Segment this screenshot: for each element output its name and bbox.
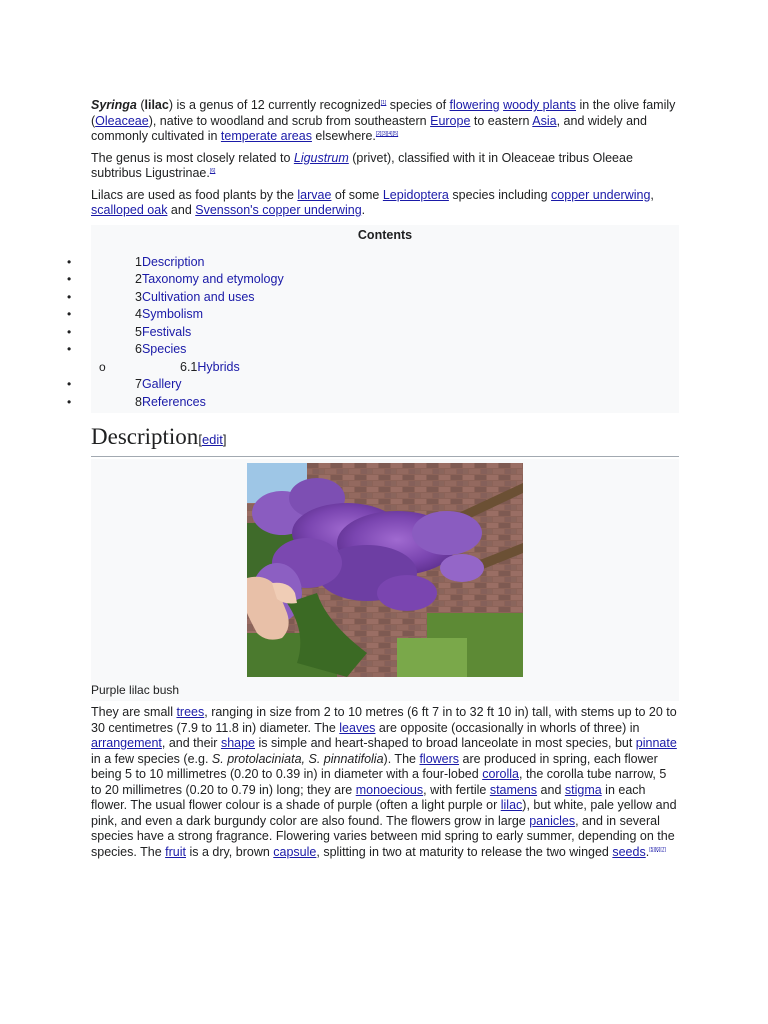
link-svenssons-copper-underwing[interactable]: Svensson's copper underwing: [195, 203, 362, 217]
link-lilac[interactable]: lilac: [500, 798, 523, 812]
citation: [376, 131, 398, 137]
text: .: [645, 844, 650, 859]
article-content: [67, 98, 679, 866]
description-paragraph: [91, 705, 679, 860]
edit-link[interactable]: edit: [201, 432, 223, 447]
link-capsule[interactable]: capsule: [273, 844, 317, 859]
bullet-icon: •: [67, 254, 72, 269]
table-of-contents: [67, 225, 679, 414]
toc-item-species[interactable]: [67, 341, 679, 359]
figure-thumbnail: [91, 459, 679, 701]
toc-link[interactable]: References: [141, 394, 206, 409]
bullet-icon: •: [67, 307, 72, 321]
link-arrangement[interactable]: arrangement: [91, 736, 162, 750]
text: is simple and heart-shaped to broad lanceolate in most species, but: [255, 736, 636, 750]
toc-item-taxonomy[interactable]: [67, 271, 679, 289]
text: and: [167, 203, 196, 217]
link-fruit[interactable]: fruit: [165, 844, 186, 859]
text: of some: [331, 187, 383, 202]
toc-link[interactable]: Cultivation and uses: [141, 289, 255, 304]
edit-section: [198, 432, 226, 447]
toc-number: 8: [135, 394, 142, 409]
toc-item-description[interactable]: [67, 254, 679, 272]
link-larvae[interactable]: larvae: [297, 187, 332, 202]
text: Lilacs are used as food plants by the: [91, 187, 298, 202]
link-shape[interactable]: shape: [220, 736, 256, 750]
toc-item-cultivation[interactable]: [67, 289, 679, 307]
toc-link[interactable]: Hybrids: [197, 359, 240, 374]
citation: [210, 168, 216, 174]
bullet-icon: •: [67, 272, 72, 286]
link-monoecious[interactable]: monoecious: [355, 782, 424, 797]
text: .: [361, 203, 366, 217]
text: ) is a genus of 12 currently recognized: [168, 98, 381, 112]
text: in each flower. The usual flower colour is a shade of purple (often a light purple or: [91, 782, 646, 812]
link-stamens[interactable]: stamens: [489, 782, 538, 797]
bracket: [: [198, 432, 202, 447]
toc-item-festivals[interactable]: [67, 324, 679, 342]
citation: [649, 846, 666, 852]
link-leaves[interactable]: leaves: [339, 720, 376, 735]
toc-item-references[interactable]: [67, 394, 679, 412]
text: , splitting in two at maturity to release the two winged: [316, 844, 613, 859]
text: ,: [650, 187, 654, 202]
link-ligustrum[interactable]: Ligustrum: [293, 150, 349, 165]
circle-bullet-icon: o: [99, 359, 106, 374]
toc-link[interactable]: Festivals: [141, 324, 192, 339]
bullet-icon: •: [67, 289, 72, 304]
text: , and in several species have a strong fragrance. Flowering varies between mid spring to early summer, depending on the species. The: [91, 813, 675, 859]
bracket: ]: [222, 432, 227, 447]
toc-item-hybrids[interactable]: [91, 359, 679, 377]
link-asia[interactable]: Asia: [532, 113, 557, 128]
text: are produced in spring, each flower being 5 to 10 millimetres (0.20 to 0.39 in) in diameter with a four-lobed: [91, 751, 658, 781]
text: in a few species (e.g.: [91, 751, 212, 766]
toc-link[interactable]: Species: [141, 342, 187, 356]
section-heading-description: [91, 423, 679, 457]
toc-item-symbolism[interactable]: [67, 306, 679, 324]
link-stigma[interactable]: stigma: [564, 782, 602, 797]
figure-caption: Purple lilac bush: [91, 683, 180, 697]
bullet-icon: •: [67, 342, 72, 356]
toc-number: 1: [135, 254, 142, 269]
link-flowers[interactable]: flowers: [419, 751, 460, 766]
citation-link[interactable]: [6]: [209, 167, 216, 174]
link-copper-underwing[interactable]: copper underwing: [551, 187, 651, 202]
text: , with fertile: [423, 782, 490, 797]
section-title: Description: [91, 424, 199, 449]
text: , the corolla tube narrow, 5 to 20 millimetres (0.20 to 0.79 in) long; they are: [91, 767, 667, 797]
link-woody-plants[interactable]: woody plants: [503, 98, 577, 112]
link-oleaceae[interactable]: Oleaceae: [95, 113, 149, 128]
link-temperate-areas[interactable]: temperate areas: [220, 129, 312, 143]
bullet-icon: •: [67, 394, 72, 409]
toc-number: 4: [135, 307, 142, 321]
link-europe[interactable]: Europe: [430, 113, 471, 128]
intro-paragraph-2: [91, 151, 679, 182]
toc-link[interactable]: Symbolism: [141, 307, 204, 321]
toc-number: 6: [135, 342, 142, 356]
toc-number: 5: [135, 324, 142, 339]
text: , and widely and commonly cultivated in: [91, 113, 647, 143]
link-pinnate[interactable]: pinnate: [635, 736, 677, 750]
text: species of: [386, 98, 450, 112]
toc-number: 7: [135, 377, 142, 391]
text: ), native to woodland and scrub from southeastern: [148, 113, 431, 128]
citation-link[interactable]: [1]: [380, 99, 387, 106]
text: in the olive family (: [91, 98, 676, 128]
lilac-photo[interactable]: [247, 463, 523, 677]
species-examples: S. protolaciniata, S. pinnatifolia: [211, 751, 384, 766]
text: (privet), classified with it in Oleaceae tribus Oleeae subtribus Ligustrinae.: [91, 150, 633, 180]
toc-link[interactable]: Gallery: [141, 377, 182, 391]
toc-number: 2: [135, 272, 142, 286]
citation-link[interactable]: [2][3][4][5]: [375, 130, 399, 137]
bullet-icon: •: [67, 324, 72, 339]
toc-link[interactable]: Description: [141, 254, 205, 269]
text: , and their: [161, 736, 221, 750]
text: , ranging in size from 2 to 10 metres (6 ft 7 in to 32 ft 10 in) tall, with stems up to 20 to 30 centimetres (7.9 to 11.8 in) diameter. The: [91, 705, 677, 735]
intro-paragraph-1: [91, 98, 679, 145]
text: to eastern: [470, 113, 533, 128]
link-seeds[interactable]: seeds: [612, 844, 646, 859]
text: The genus is most closely related to: [91, 150, 294, 165]
link-trees[interactable]: trees: [176, 705, 205, 719]
bullet-icon: •: [67, 377, 72, 391]
toc-title: Contents: [357, 227, 413, 242]
common-name: lilac: [144, 98, 169, 112]
citation-link[interactable]: [5][6][7]: [649, 846, 666, 853]
toc-link[interactable]: Taxonomy and etymology: [141, 272, 284, 286]
text: ), but white, pale yellow and pink, and even a dark burgundy color are also found. The flowers grow in large: [91, 798, 677, 828]
text: are opposite (occasionally in whorls of three) in: [375, 720, 640, 735]
link-panicles[interactable]: panicles: [529, 813, 576, 828]
link-scalloped-oak[interactable]: scalloped oak: [91, 203, 168, 217]
link-corolla[interactable]: corolla: [482, 767, 520, 781]
text: is a dry, brown: [185, 844, 274, 859]
link-flowering[interactable]: flowering: [449, 98, 500, 112]
intro-paragraph-3: [91, 188, 679, 219]
toc-item-gallery[interactable]: [67, 376, 679, 394]
genus-name: Syringa: [91, 98, 137, 112]
text: species including: [448, 187, 552, 202]
toc-list: [67, 254, 679, 412]
text: elsewhere.: [311, 129, 376, 143]
toc-number: 3: [135, 289, 142, 304]
text: They are small: [91, 705, 177, 719]
text: and: [537, 782, 565, 797]
toc-number: 6.1: [180, 359, 198, 374]
link-lepidoptera[interactable]: Lepidoptera: [382, 187, 449, 202]
text: ). The: [383, 751, 420, 766]
text: (: [136, 98, 145, 112]
